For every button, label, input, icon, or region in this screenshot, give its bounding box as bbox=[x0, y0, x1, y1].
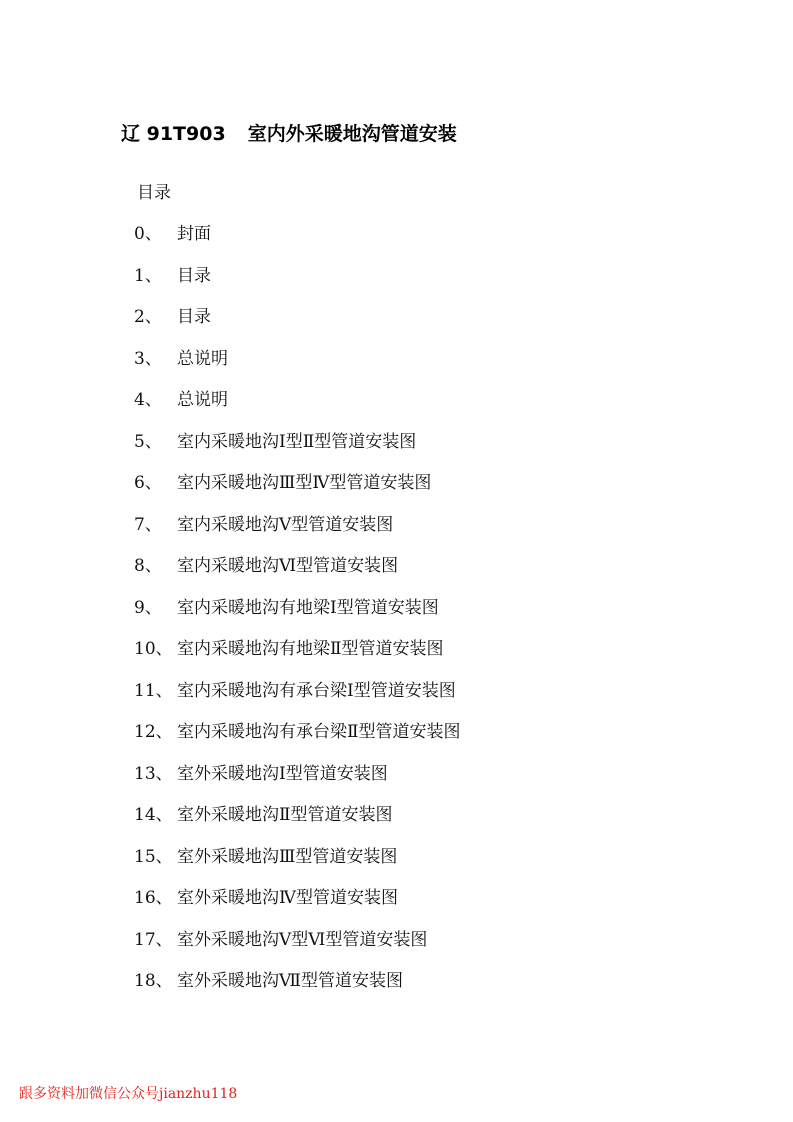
toc-item-number: 14、 bbox=[134, 805, 173, 825]
toc-item bbox=[134, 637, 461, 679]
toc-item-number: 10、 bbox=[134, 639, 173, 659]
toc-item bbox=[134, 928, 461, 970]
toc-heading: 目录 bbox=[137, 183, 171, 203]
toc-item bbox=[134, 596, 461, 638]
toc-item bbox=[134, 222, 461, 264]
watermark-text: 跟多资料加微信公众号jianzhu118 bbox=[19, 1086, 238, 1102]
toc-item-title: 总说明 bbox=[177, 348, 228, 369]
toc-item bbox=[134, 886, 461, 928]
toc-item-title: 室内采暖地沟Ⅴ型管道安装图 bbox=[177, 514, 394, 535]
toc-item bbox=[134, 803, 461, 845]
toc-item-number: 6、 bbox=[134, 473, 162, 493]
toc-item-number: 1、 bbox=[134, 265, 162, 286]
toc-item-title: 室外采暖地沟Ⅰ型管道安装图 bbox=[177, 763, 388, 784]
toc-item-title: 室外采暖地沟Ⅳ型管道安装图 bbox=[177, 888, 398, 908]
toc-item-title: 室外采暖地沟Ⅴ型Ⅵ型管道安装图 bbox=[177, 929, 428, 950]
toc-item-title: 总说明 bbox=[177, 390, 228, 410]
toc-item-number: 4、 bbox=[134, 390, 162, 410]
toc-item-number: 17、 bbox=[134, 929, 173, 950]
toc-item bbox=[134, 264, 461, 306]
toc-item bbox=[134, 305, 461, 347]
toc-item bbox=[134, 720, 461, 762]
toc-item bbox=[134, 554, 461, 596]
toc-item bbox=[134, 845, 461, 887]
toc-item-number: 15、 bbox=[134, 846, 173, 867]
toc-item-number: 3、 bbox=[134, 348, 162, 369]
toc-item-number: 2、 bbox=[134, 307, 162, 327]
toc-item-title: 室内采暖地沟有地梁Ⅱ型管道安装图 bbox=[177, 639, 444, 659]
toc-item bbox=[134, 513, 461, 555]
toc-item-title: 封面 bbox=[177, 224, 211, 244]
toc-item-number: 5、 bbox=[134, 431, 162, 452]
toc-item-title: 目录 bbox=[177, 307, 211, 327]
toc-item bbox=[134, 679, 461, 721]
document-code: 辽 91T903 bbox=[121, 123, 226, 145]
document-title bbox=[121, 120, 457, 148]
toc-item bbox=[134, 969, 461, 1011]
toc-item-title: 室内采暖地沟Ⅵ型管道安装图 bbox=[177, 556, 399, 576]
toc-item-title: 目录 bbox=[177, 265, 211, 286]
toc-item bbox=[134, 347, 461, 389]
toc-item-title: 室内采暖地沟有承台梁Ⅰ型管道安装图 bbox=[177, 680, 456, 701]
toc-item bbox=[134, 471, 461, 513]
toc-item-number: 7、 bbox=[134, 514, 162, 535]
toc-item-title: 室外采暖地沟Ⅲ型管道安装图 bbox=[177, 846, 398, 867]
toc-item-title: 室内采暖地沟Ⅲ型Ⅳ型管道安装图 bbox=[177, 473, 432, 493]
toc-item-number: 12、 bbox=[134, 722, 173, 742]
toc-item bbox=[134, 388, 461, 430]
document-name: 室内外采暖地沟管道安装 bbox=[247, 123, 457, 145]
toc-item-title: 室外采暖地沟Ⅱ型管道安装图 bbox=[177, 805, 393, 825]
toc-item-title: 室内采暖地沟Ⅰ型Ⅱ型管道安装图 bbox=[177, 431, 417, 452]
toc-item-title: 室内采暖地沟有承台梁Ⅱ型管道安装图 bbox=[177, 722, 461, 742]
toc-item-title: 室内采暖地沟有地梁Ⅰ型管道安装图 bbox=[177, 597, 439, 618]
toc-item-title: 室外采暖地沟Ⅶ型管道安装图 bbox=[177, 971, 403, 991]
toc-list bbox=[134, 222, 461, 1011]
toc-item bbox=[134, 762, 461, 804]
toc-item-number: 8、 bbox=[134, 556, 162, 576]
toc-item-number: 18、 bbox=[134, 971, 173, 991]
toc-item-number: 11、 bbox=[134, 680, 173, 701]
toc-item bbox=[134, 430, 461, 472]
toc-item-number: 13、 bbox=[134, 763, 173, 784]
toc-item-number: 0、 bbox=[134, 224, 162, 244]
toc-item-number: 9、 bbox=[134, 597, 162, 618]
toc-item-number: 16、 bbox=[134, 888, 173, 908]
